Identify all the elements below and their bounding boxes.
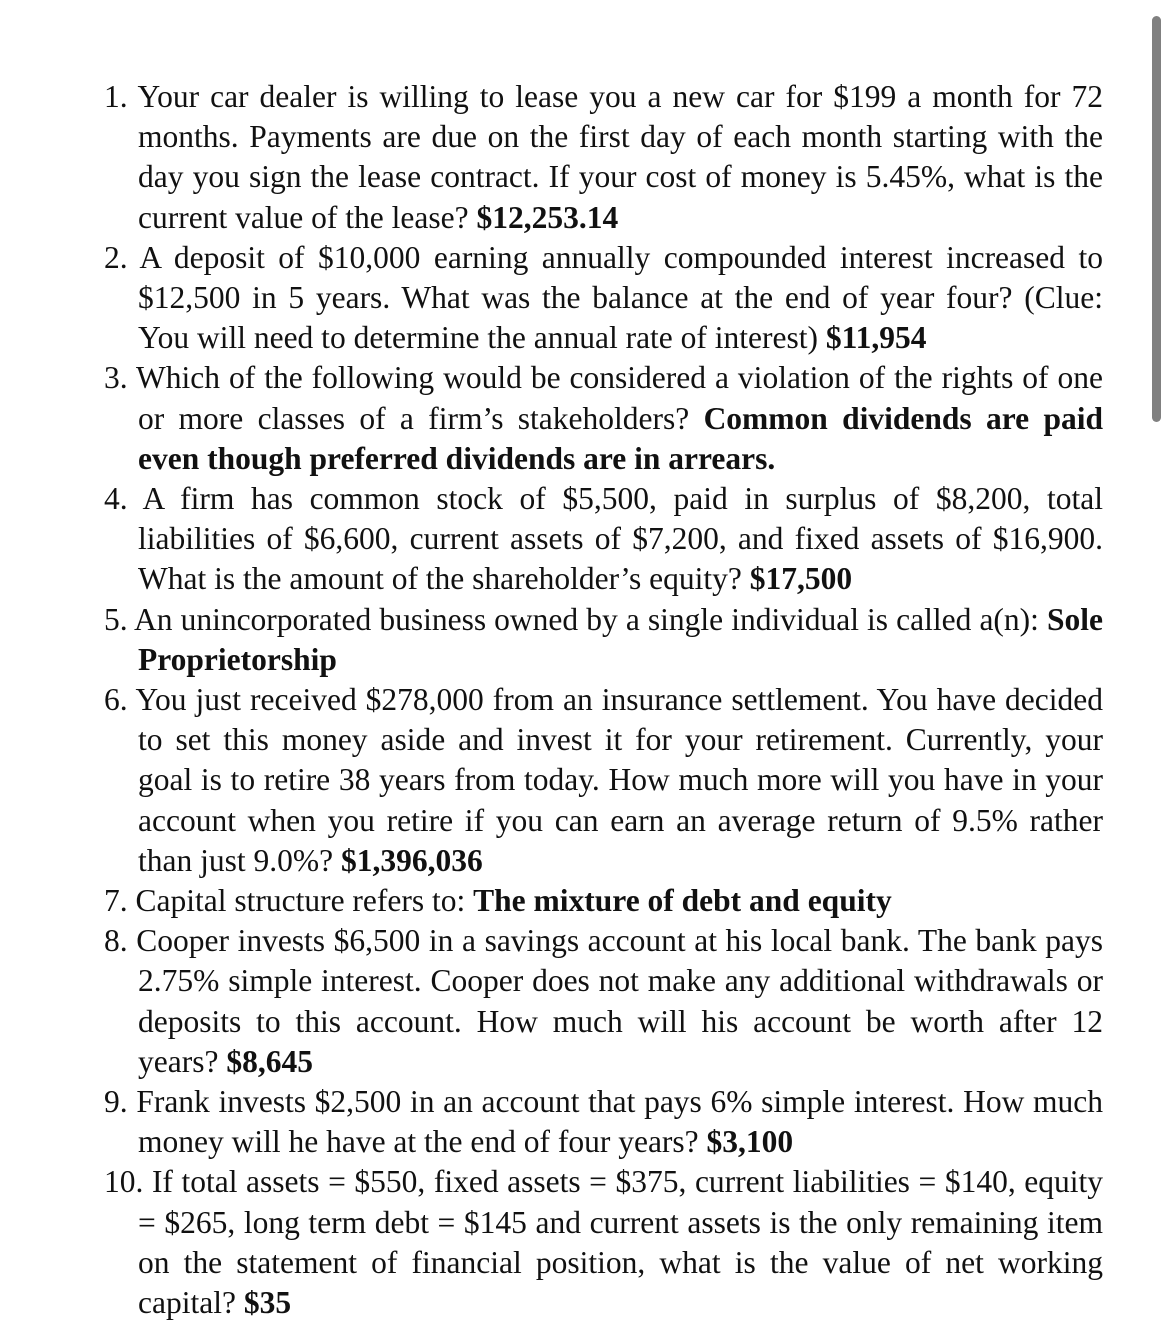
question-item-6 [0,680,1103,881]
question-item-9 [0,1082,1103,1162]
question-item-10 [0,1162,1103,1323]
vertical-scrollbar[interactable] [1152,16,1161,422]
answer-text: $35 [243,1285,292,1321]
question-text: Your car dealer is willing to lease you a new car for $199 a month for 72 months. Payments are due on the first day of each month starting with the day you sign the lease contract. If your cost of money is 5.45%, what is the current value of the lease? [137,79,1103,235]
question-number: 10. [104,1164,144,1200]
answer-text: $3,100 [706,1124,794,1160]
question-number: 7. [104,883,128,919]
question-number: 6. [104,682,128,718]
question-text: Capital structure refers to: [135,883,466,919]
question-item-2 [0,238,1103,359]
answer-text: The mixture of debt and equity [473,883,892,919]
question-item-3 [0,358,1103,479]
question-text: If total assets = $550, fixed assets = $375, current liabilities = $140, equity = $265, long term debt = $145 and current assets is the only remaining item on the statement of financial position, what is the value of net working capital? [138,1164,1103,1321]
question-number: 3. [104,360,128,396]
question-number: 1. [104,79,128,114]
answer-text: $1,396,036 [340,842,483,878]
question-item-1 [0,77,1103,238]
answer-text: Common dividends are paid even though preferred dividends are in arrears. [138,400,1104,476]
question-item-8 [0,921,1103,1082]
question-text: You just received $278,000 from an insurance settlement. You have decided to set this money aside and invest it for your retirement. Currently, your goal is to retire 38 years from today. How much more will you have in your account when you retire if you can earn an average return of 9.5% rather than just 9.0%? [135,682,1103,878]
question-number: 9. [104,1084,128,1120]
question-text: An unincorporated business owned by a single individual is called a(n): [133,601,1039,637]
question-text: Which of the following would be considered a violation of the rights of one or more classes of a firm’s stakeholders? [136,360,1103,436]
answer-text: $8,645 [226,1043,313,1079]
question-number: 2. [104,239,128,275]
question-number: 5. [104,601,128,637]
question-text: Cooper invests $6,500 in a savings account at his local bank. The bank pays 2.75% simple interest. Cooper does not make any additional withdrawals or deposits to this account. How much will his account be worth after 12 years? [136,923,1104,1079]
question-list [0,77,1103,1323]
answer-text: $17,500 [749,561,853,597]
answer-text: Sole Proprietorship [138,601,1104,677]
question-number: 8. [104,923,128,959]
question-item-4 [0,479,1103,600]
answer-text: $12,253.14 [476,199,619,235]
question-text: Frank invests $2,500 in an account that pays 6% simple interest. How much money will he have at the end of four years? [136,1084,1104,1160]
question-text: A firm has common stock of $5,500, paid in surplus of $8,200, total liabilities of $6,600, current assets of $7,200, and fixed assets of $16,900. What is the amount of the shareholder’s equity? [138,481,1103,597]
question-number: 4. [104,481,128,517]
question-item-5 [0,600,1103,680]
question-text: A deposit of $10,000 earning annually compounded interest increased to $12,500 in 5 years. What was the balance at the end of year four? (Clue: You will need to determine the annual rate of interest) [138,239,1103,356]
answer-text: $11,954 [825,320,927,356]
question-item-7 [0,881,1103,921]
